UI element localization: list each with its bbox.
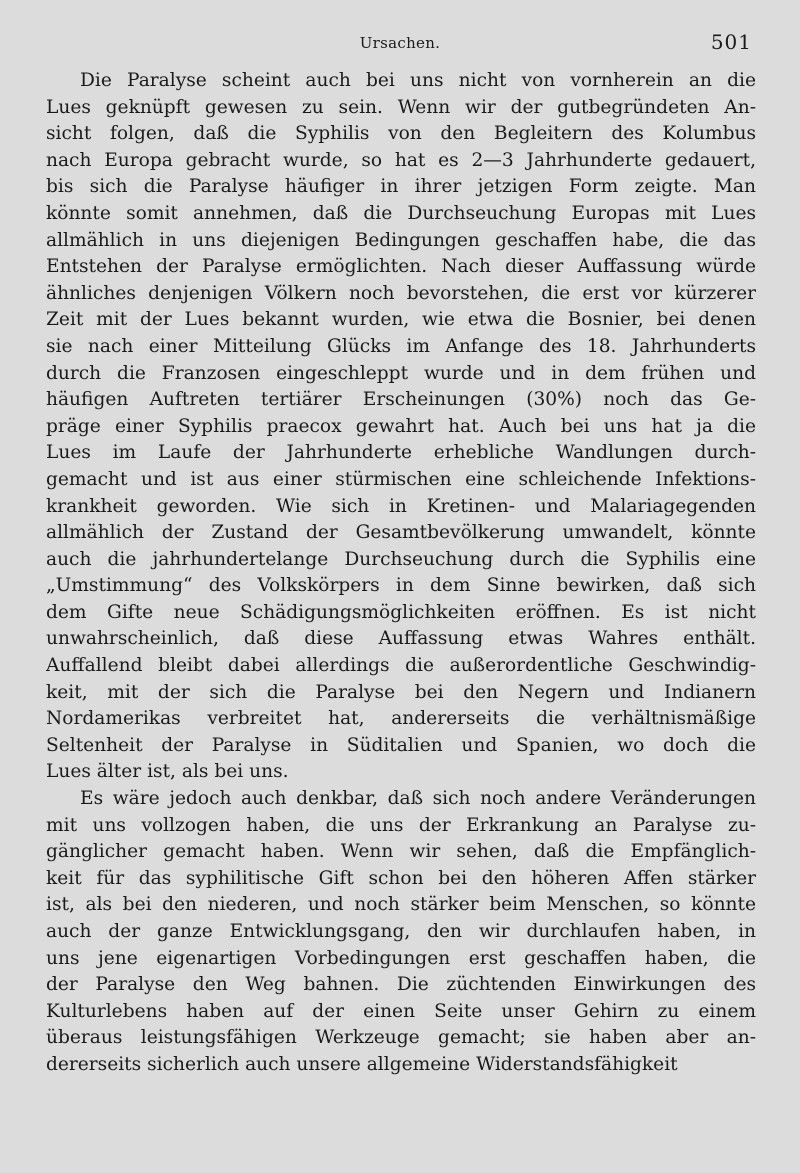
text-line: Lues im Laufe der Jahrhunderte erhebliche Wandlungen durch- [46,442,756,464]
text-line: präge einer Syphilis praecox gewahrt hat. Auch bei uns hat ja die [46,415,756,437]
text-line: Auffallend bleibt dabei allerdings die außerordentliche Geschwindig- [46,655,756,677]
text-line: allmählich der Zustand der Gesamtbevölkerung umwandelt, könnte [46,522,756,544]
text-line: durch die Franzosen eingeschleppt wurde und in dem frühen und [46,362,756,384]
text-line: allmählich in uns diejenigen Bedingungen geschaffen habe, die das [46,229,756,251]
text-line: Seltenheit der Paralyse in Süditalien und Spanien, wo doch die [46,734,756,756]
text-line: keit, mit der sich die Paralyse bei den Negern und Indianern [46,681,756,703]
body-text [46,68,756,1079]
text-line: dem Gifte neue Schädigungsmöglichkeiten eröffnen. Es ist nicht [46,601,756,623]
text-line: sie nach einer Mitteilung Glücks im Anfange des 18. Jahrhunderts [46,335,756,357]
text-line: auch die jahrhundertelange Durchseuchung durch die Syphilis eine [46,548,756,570]
text-line: bis sich die Paralyse häufiger in ihrer jetzigen Form zeigte. Man [46,176,756,198]
text-line: krankheit geworden. Wie sich in Kretinen- und Malariagegenden [46,495,756,517]
text-line: mit uns vollzogen haben, die uns der Erkrankung an Paralyse zu- [46,814,756,836]
text-line: auch der ganze Entwicklungsgang, den wir durchlaufen haben, in [46,921,756,942]
text-line: Nordamerikas verbreitet hat, andererseits die verhältnismäßige [46,708,756,730]
page-number: 501 [710,30,752,54]
text-line: Zeit mit der Lues bekannt wurden, wie etwa die Bosnier, bei denen [46,309,756,331]
text-line: ist, als bei den niederen, und noch stärker beim Menschen, so könnte [46,894,756,916]
text-line: Kulturlebens haben auf der einen Seite unser Gehirn zu einem [46,1000,756,1022]
paragraph [46,786,756,1079]
text-line: könnte somit annehmen, daß die Durchseuchung Europas mit Lues [46,202,756,224]
running-title: Ursachen. [359,34,441,52]
text-line: häufigen Auftreten tertiärer Erscheinungen (30%) noch das Ge- [46,389,756,411]
text-line: gänglicher gemacht haben. Wenn wir sehen, daß die Empfänglich- [46,841,756,863]
text-line: dererseits sicherlich auch unsere allgemeine Widerstandsfähigkeit [46,1053,678,1075]
text-line: sicht folgen, daß die Syphilis von den Begleitern des Kolumbus [46,123,756,145]
text-line: uns jene eigenartigen Vorbedingungen erst geschaffen haben, die [46,947,756,969]
text-line: Lues älter ist, als bei uns. [46,761,289,783]
text-line: Entstehen der Paralyse ermöglichten. Nach dieser Auffassung würde [46,256,756,278]
text-line: überaus leistungsfähigen Werkzeuge gemacht; sie haben aber an- [46,1027,756,1049]
text-line: Lues geknüpft gewesen zu sein. Wenn wir der gutbegründeten An- [46,96,756,118]
text-line: nach Europa gebracht wurde, so hat es 2—3 Jahrhunderte gedauert, [46,149,756,171]
text-line: gemacht und ist aus einer stürmischen eine schleichende Infektions- [46,468,756,490]
text-line: unwahrscheinlich, daß diese Auffassung etwas Wahres enthält. [46,628,756,650]
paragraph [46,68,756,786]
text-line: „Umstimmung“ des Volkskörpers in dem Sinne bewirken, daß sich [46,575,756,597]
text-line: der Paralyse den Weg bahnen. Die züchtenden Einwirkungen des [46,974,756,996]
text-line: ähnliches denjenigen Völkern noch bevorstehen, die erst vor kürzerer [46,282,756,304]
text-line: keit für das syphilitische Gift schon bei den höheren Affen stärker [46,867,756,889]
text-line: Die Paralyse scheint auch bei uns nicht von vornherein an die [80,70,756,91]
text-line: Es wäre jedoch auch denkbar, daß sich noch andere Veränderungen [80,788,756,810]
